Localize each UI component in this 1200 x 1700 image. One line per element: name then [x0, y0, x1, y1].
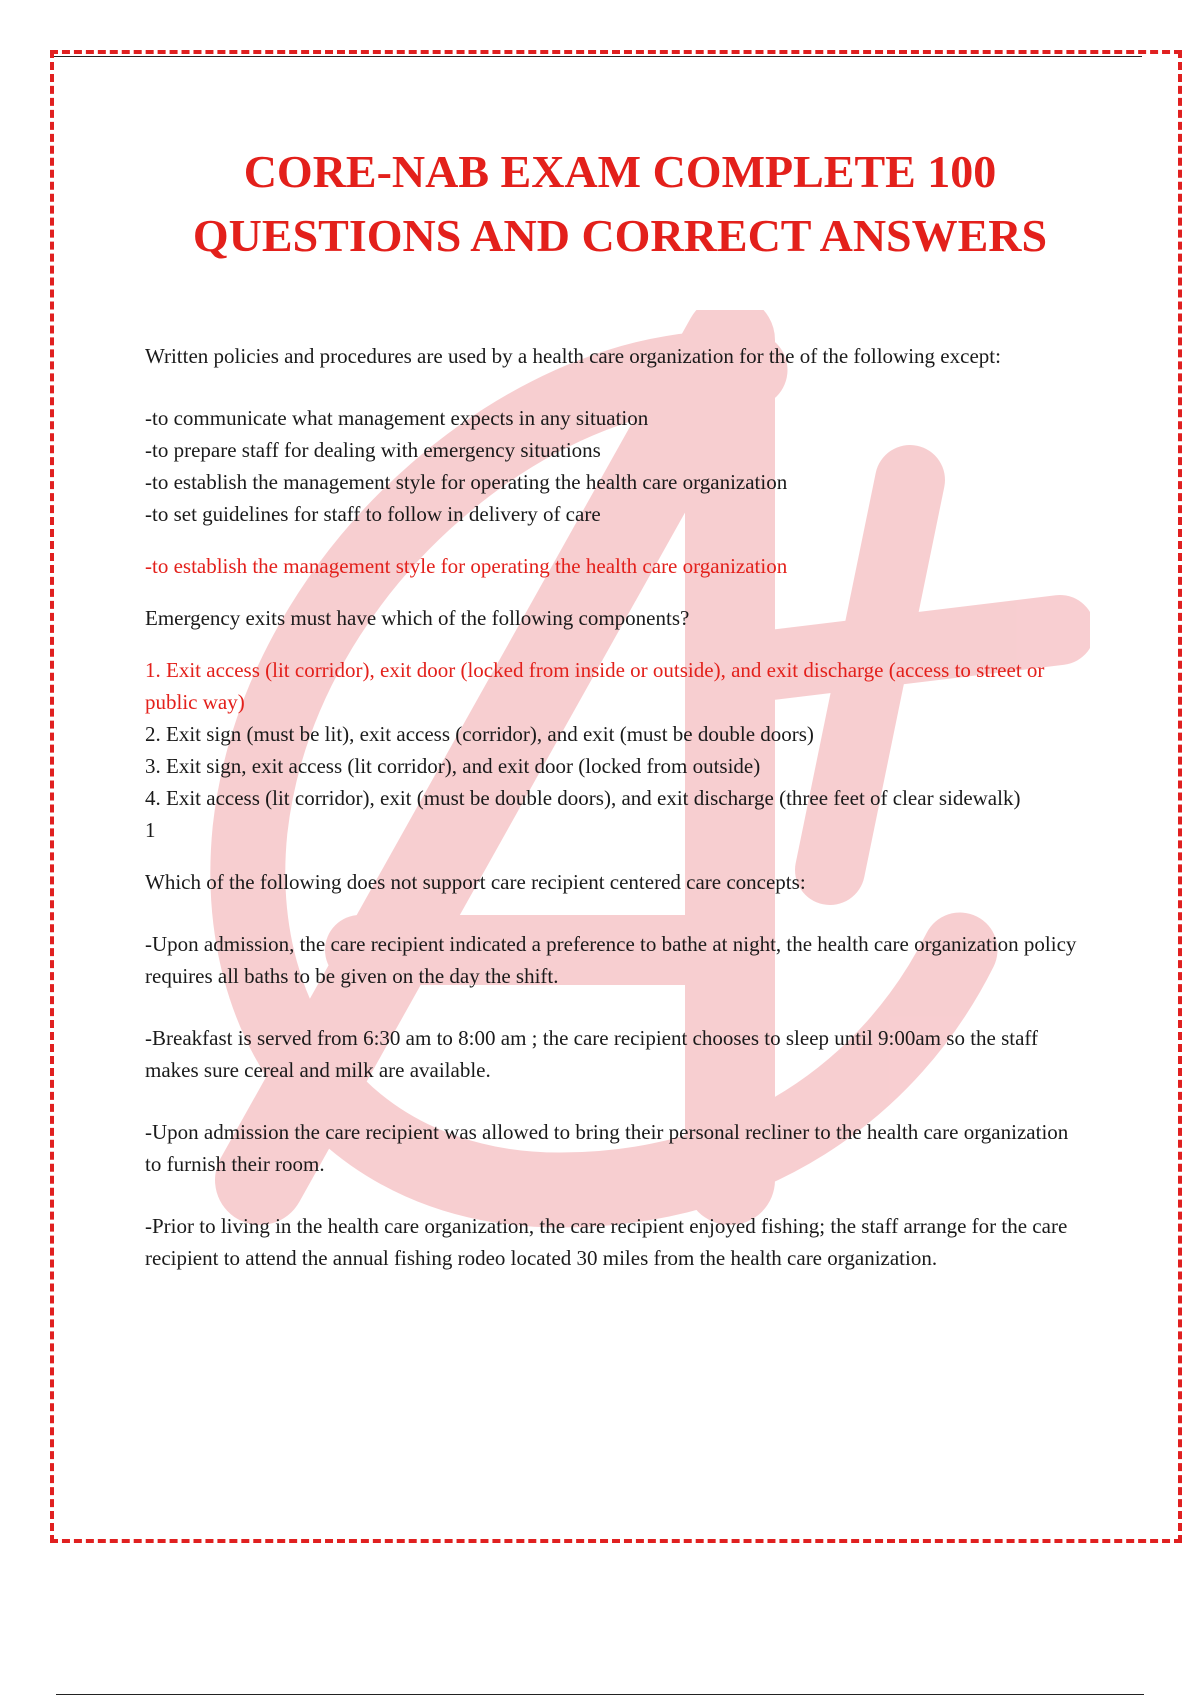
question-2-option-2: 2. Exit sign (must be lit), exit access (corridor), and exit (must be double doors) — [145, 722, 814, 746]
question-2-option-4: 4. Exit access (lit corridor), exit (must be double doors), and exit discharge (three feet of clear sidewalk) — [145, 786, 1021, 810]
question-3-option: -Prior to living in the health care organization, the care recipient enjoyed fishing; the staff arrange for the care recipient to attend the annual fishing rodeo located 30 miles from the health care organization. — [145, 1214, 1068, 1270]
question-3-option: -Upon admission, the care recipient indicated a preference to bathe at night, the health care organization policy requires all baths to be given on the day the shift. — [145, 932, 1077, 988]
footer-rule — [56, 1694, 1144, 1695]
question-1-option: -to prepare staff for dealing with emergency situations — [145, 438, 601, 462]
question-content — [145, 340, 1085, 1274]
question-2-option-1: 1. Exit access (lit corridor), exit door (locked from inside or outside), and exit discharge (access to street or public way) — [145, 658, 1045, 714]
question-2-text: Emergency exits must have which of the following components? — [145, 606, 690, 630]
question-3-text: Which of the following does not support care recipient centered care concepts: — [145, 870, 806, 894]
title-line-1: CORE-NAB EXAM COMPLETE 100 — [243, 146, 997, 197]
question-2-option-3: 3. Exit sign, exit access (lit corridor), and exit door (locked from outside) — [145, 754, 761, 778]
question-1-text: Written policies and procedures are used by a health care organization for the of the following except: — [145, 344, 1001, 368]
question-1-option: -to communicate what management expects in any situation — [145, 406, 649, 430]
document-title — [60, 140, 1180, 268]
question-1-option: -to set guidelines for staff to follow in delivery of care — [145, 502, 601, 526]
question-3-option: -Upon admission the care recipient was allowed to bring their personal recliner to the health care organization to furnish their room. — [145, 1120, 1069, 1176]
question-1-option: -to establish the management style for operating the health care organization — [145, 470, 788, 494]
question-1-answer: -to establish the management style for operating the health care organization — [145, 554, 788, 578]
question-3-option: -Breakfast is served from 6:30 am to 8:00 am ; the care recipient chooses to sleep until 9:00am so the staff makes sure cereal and milk are available. — [145, 1026, 1039, 1082]
title-line-2: QUESTIONS AND CORRECT ANSWERS — [192, 210, 1048, 261]
question-2-answer: 1 — [145, 818, 156, 842]
